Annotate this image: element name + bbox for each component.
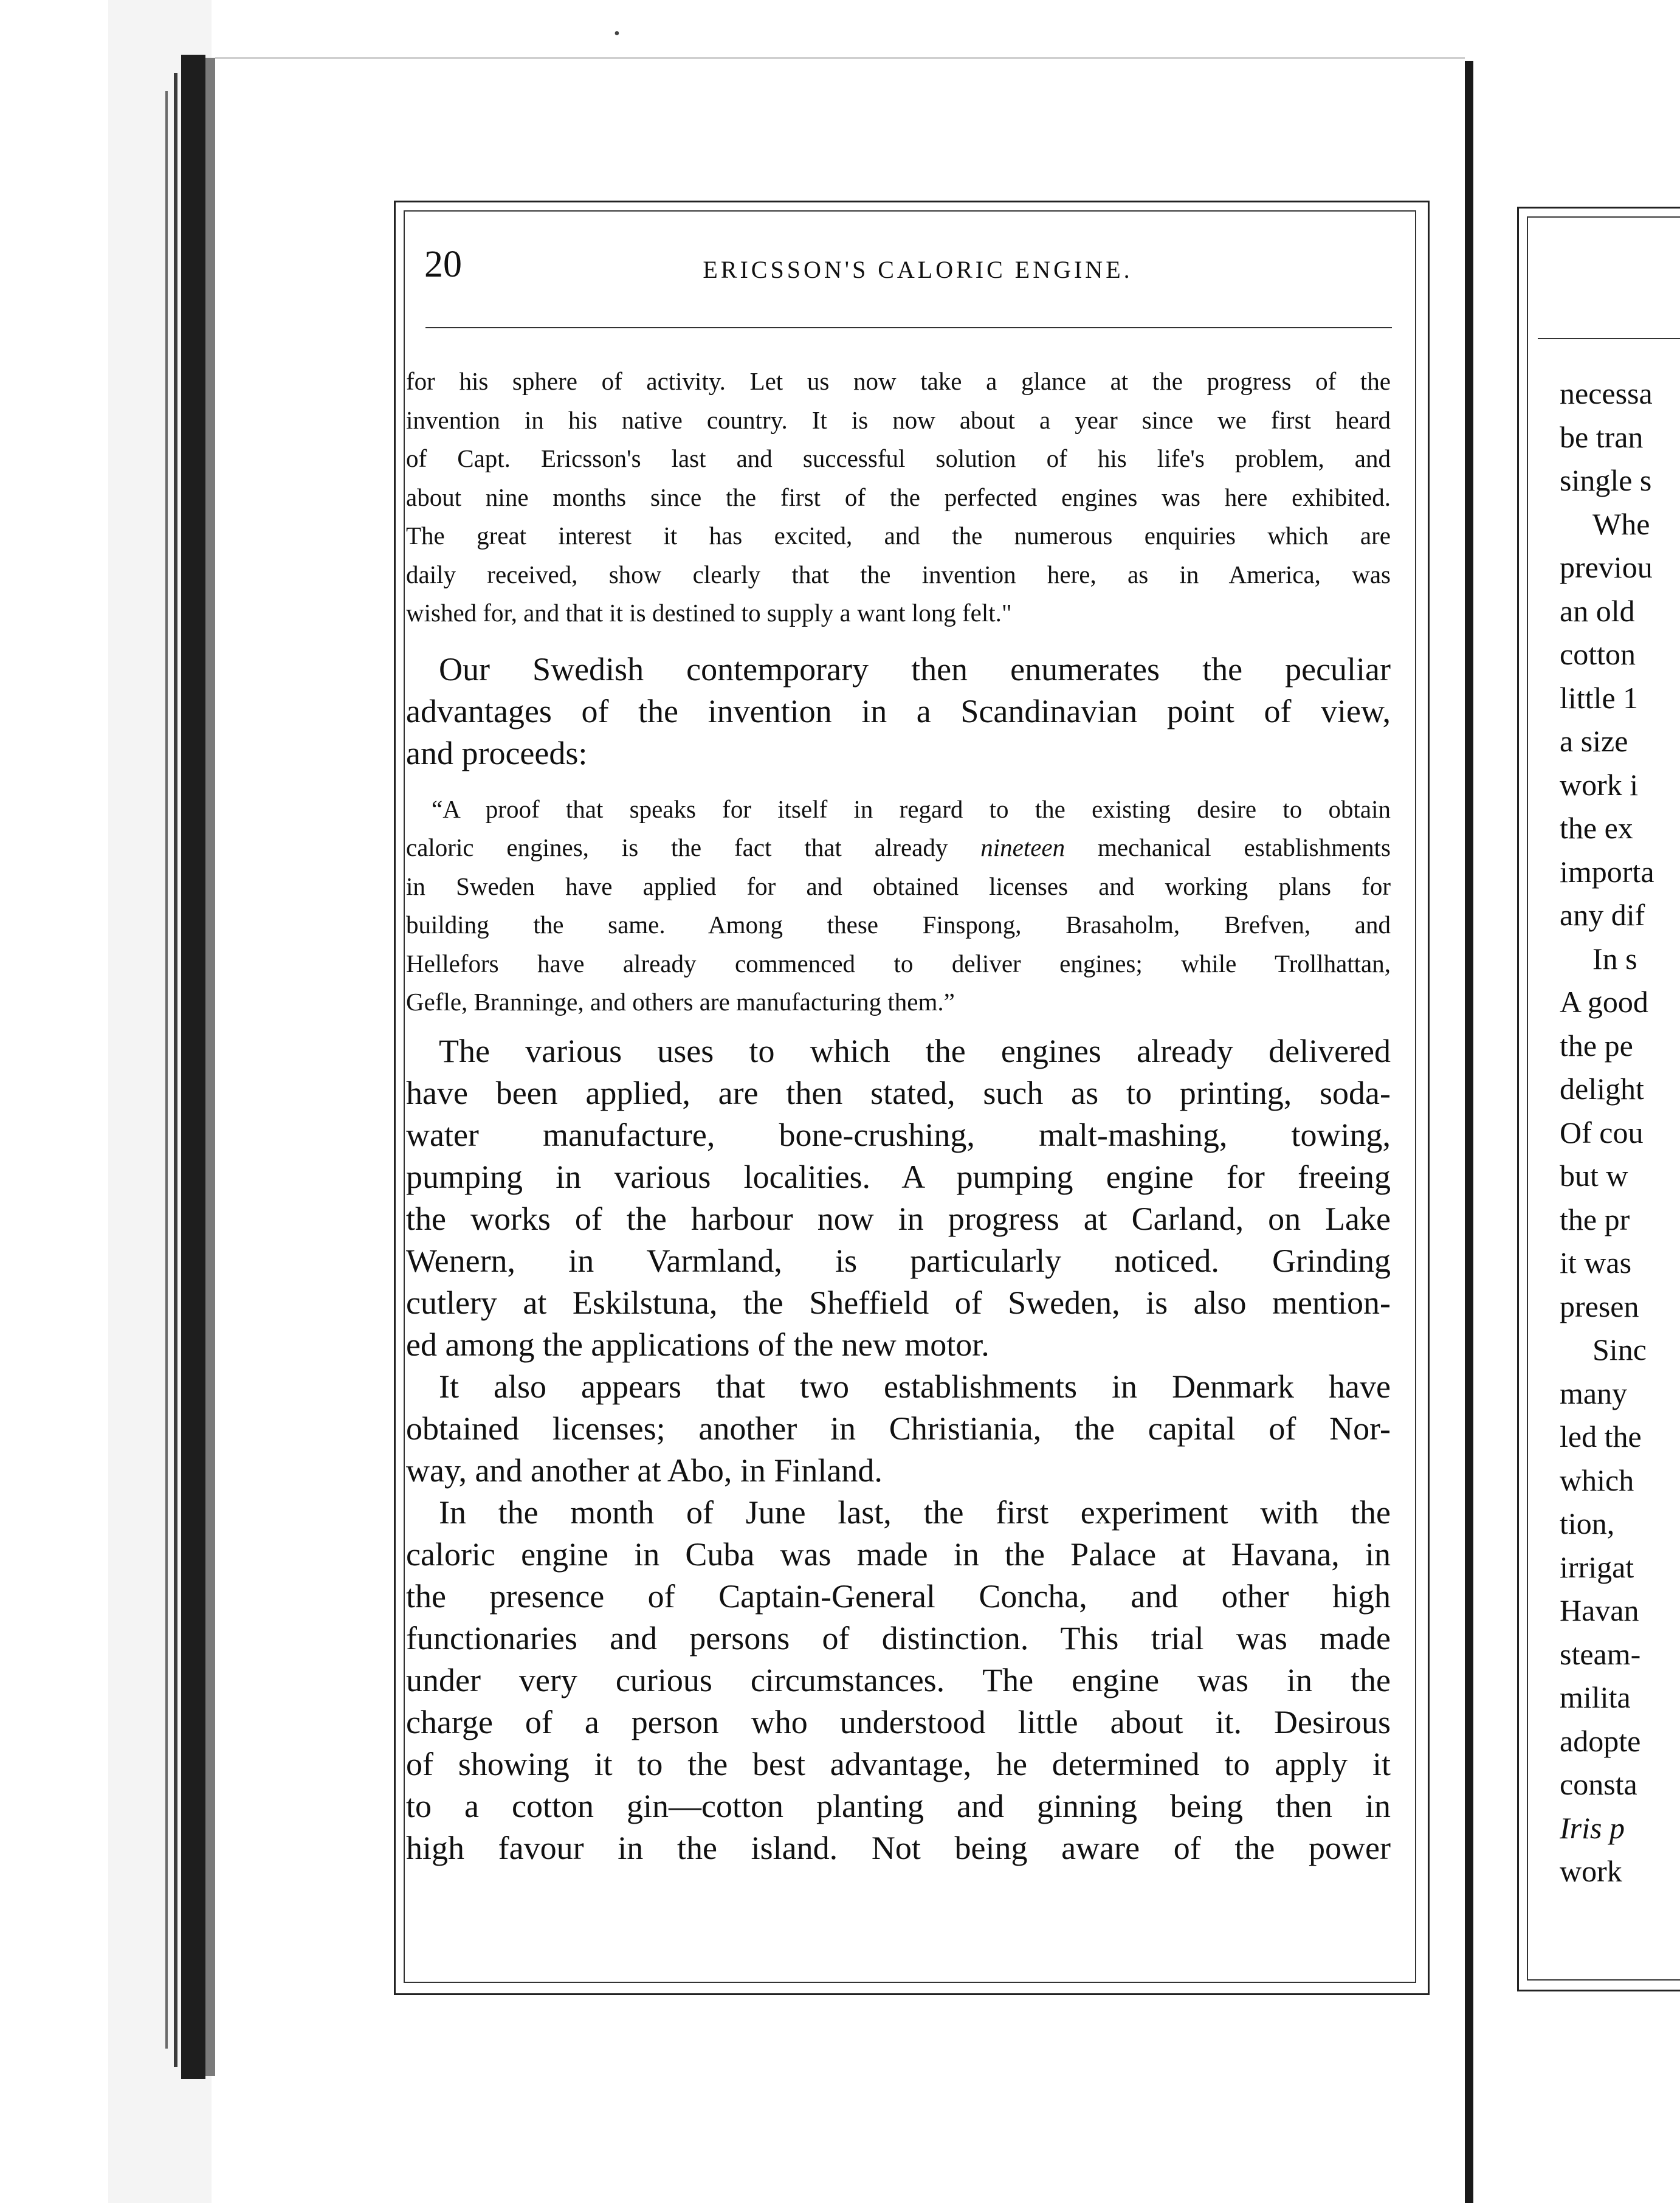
- text-line: about nine months since the first of the perfected engines was here exhibited.: [406, 483, 1391, 511]
- text-line: high favour in the island. Not being aware of the power: [406, 1829, 1391, 1866]
- text-line: pumping in various localities. A pumping engine for freeing: [406, 1158, 1391, 1195]
- text-line: the pr: [1560, 1202, 1630, 1236]
- text-line: Wenern, in Varmland, is particularly noticed. Grinding: [406, 1242, 1391, 1279]
- text-line: Hellefors have already commenced to deliver engines; while Trollhattan,: [406, 949, 1391, 977]
- text-line: consta: [1560, 1767, 1637, 1801]
- text-line: be tran: [1560, 419, 1644, 454]
- paragraph: [406, 1492, 1391, 1869]
- text-line: obtained licenses; another in Christiania, the capital of Nor-: [406, 1410, 1391, 1447]
- page-body: [406, 362, 1391, 1869]
- emphasis: nineteen: [980, 833, 1065, 861]
- text-line: In the month of June last, the first experiment with the: [439, 1494, 1391, 1531]
- text-line: presen: [1560, 1289, 1639, 1323]
- text-line: single s: [1560, 463, 1652, 497]
- page-edge-line: [174, 73, 177, 2067]
- text-line: have been applied, are then stated, such as to printing, soda-: [406, 1074, 1391, 1111]
- text-line: under very curious circumstances. The engine was in the: [406, 1661, 1391, 1698]
- paragraph: [406, 1366, 1391, 1492]
- text-line: for his sphere of activity. Let us now take a glance at the progress of the: [406, 367, 1391, 395]
- text-line: of Capt. Ericsson's last and successful solution of his life's problem, and: [406, 444, 1391, 472]
- text-line: irrigat: [1560, 1550, 1634, 1584]
- text-line: the works of the harbour now in progress at Carland, on Lake: [406, 1200, 1391, 1237]
- text-line: an old: [1560, 593, 1635, 628]
- book-spine-shadow: [181, 55, 205, 2079]
- text-line: The various uses to which the engines already delivered: [439, 1032, 1391, 1069]
- text-line: in Sweden have applied for and obtained licenses and working plans for: [406, 872, 1391, 900]
- text-line: and proceeds:: [406, 734, 588, 771]
- text-line: Our Swedish contemporary then enumerates the peculiar: [439, 650, 1391, 688]
- text-line: charge of a person who understood little about it. Desirous: [406, 1703, 1391, 1740]
- scan-speck: •: [614, 24, 620, 43]
- book-spine-edge: [205, 58, 215, 2076]
- right-header-rule: [1538, 338, 1680, 339]
- text-line: wished for, and that it is destined to supply a want long felt.": [406, 599, 1012, 627]
- text-line: of showing it to the best advantage, he determined to apply it: [406, 1745, 1391, 1782]
- quote-continuation: [406, 362, 1391, 633]
- text-line: previou: [1560, 550, 1653, 584]
- block-quote: [406, 790, 1391, 1022]
- text-line: little 1: [1560, 680, 1639, 715]
- text-line: water manufacture, bone-crushing, malt-mashing, towing,: [406, 1116, 1391, 1153]
- text-line: caloric engine in Cuba was made in the Palace at Havana, in: [406, 1536, 1391, 1573]
- text-line: functionaries and persons of distinction. This trial was made: [406, 1619, 1391, 1657]
- text-line: Gefle, Branninge, and others are manufacturing them.”: [406, 988, 955, 1016]
- text-line: cotton: [1560, 637, 1636, 671]
- page-edge-line: [165, 91, 168, 2049]
- header-rule: [425, 327, 1392, 328]
- text-line: ed among the applications of the new motor.: [406, 1326, 990, 1363]
- text-line: the pe: [1560, 1028, 1633, 1063]
- text-line: any dif: [1560, 898, 1645, 932]
- text-line: milita: [1560, 1680, 1631, 1714]
- text-line: work i: [1560, 767, 1639, 802]
- text-line: Havan: [1560, 1593, 1639, 1627]
- text-line: many: [1560, 1376, 1628, 1410]
- text-line: way, and another at Abo, in Finland.: [406, 1452, 883, 1489]
- text-line: steam-: [1560, 1636, 1641, 1671]
- text-line: Whe: [1592, 506, 1650, 541]
- text-line: Sinc: [1592, 1332, 1647, 1367]
- text-line: A good: [1560, 985, 1648, 1019]
- text-line: cutlery at Eskilstuna, the Sheffield of Sweden, is also mention-: [406, 1284, 1391, 1321]
- text-line: which: [1560, 1463, 1634, 1497]
- text-line: caloric engines, is the fact that already nineteen mechanical establishments: [406, 833, 1391, 861]
- running-head: ERICSSON'S CALORIC ENGINE.: [703, 256, 1133, 283]
- text-line: “A proof that speaks for itself in regard to the existing desire to obtain: [432, 795, 1391, 823]
- text-line: led the: [1560, 1419, 1642, 1453]
- paragraph: [406, 1030, 1391, 1366]
- text-line: In s: [1592, 941, 1637, 976]
- text-line: daily received, show clearly that the invention here, as in America, was: [406, 560, 1391, 588]
- paragraph: [406, 649, 1391, 774]
- text-line: building the same. Among these Finspong, Brasaholm, Brefven, and: [406, 911, 1391, 939]
- page-gutter: [1465, 61, 1473, 2203]
- text-line: work: [1560, 1854, 1622, 1888]
- text-line: the ex: [1560, 811, 1633, 845]
- text-line: a size: [1560, 724, 1628, 758]
- text-line: adopte: [1560, 1723, 1641, 1758]
- right-page-text: [1560, 372, 1680, 1894]
- text-line: but w: [1560, 1159, 1628, 1193]
- text-line: delight: [1560, 1072, 1644, 1106]
- text-line: necessa: [1560, 376, 1653, 410]
- page-number: 20: [424, 244, 462, 285]
- text-line: advantages of the invention in a Scandinavian point of view,: [406, 692, 1391, 729]
- text-line: Of cou: [1560, 1115, 1644, 1150]
- text-line: tion,: [1560, 1506, 1615, 1540]
- text-line: The great interest it has excited, and the numerous enquiries which are: [406, 522, 1391, 550]
- text-line: importa: [1560, 854, 1654, 889]
- text-line: it was: [1560, 1246, 1632, 1280]
- text-line: the presence of Captain-General Concha, and other high: [406, 1577, 1391, 1615]
- text-line: to a cotton gin—cotton planting and ginning being then in: [406, 1787, 1391, 1824]
- text-line: Iris p: [1560, 1810, 1625, 1845]
- text-line: It also appears that two establishments in Denmark have: [439, 1368, 1391, 1405]
- text-line: invention in his native country. It is now about a year since we first heard: [406, 405, 1391, 434]
